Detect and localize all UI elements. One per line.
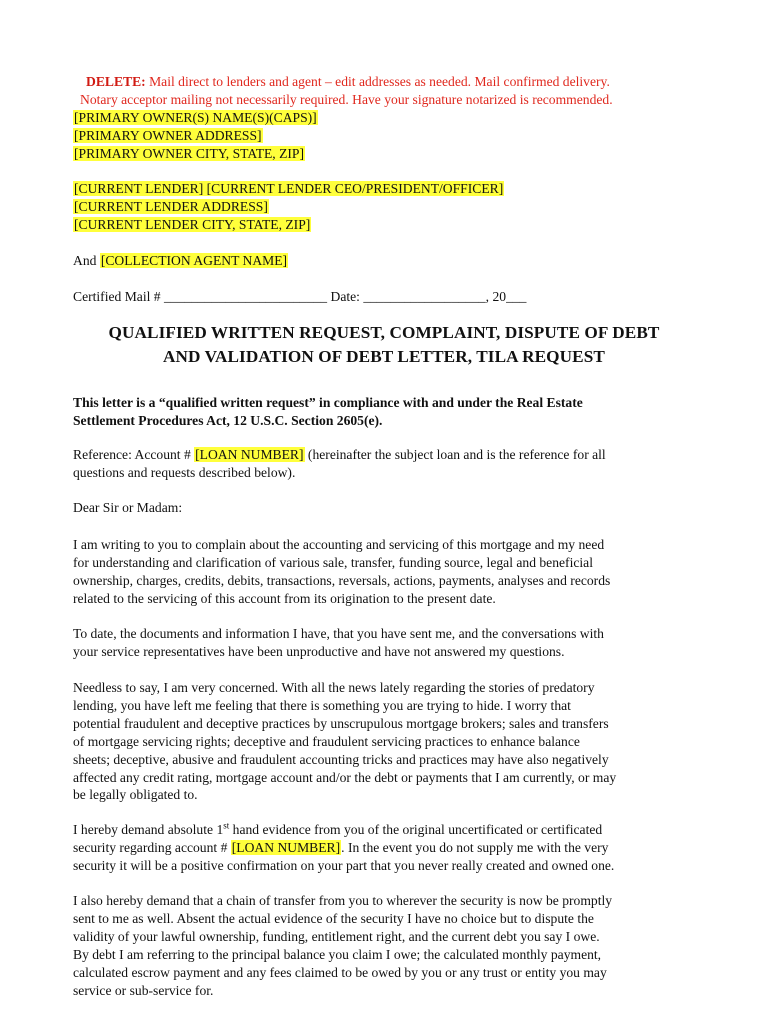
intro-line2: Settlement Procedures Act, 12 U.S.C. Section 2605(e). [73,413,383,428]
agent-name: [COLLECTION AGENT NAME] [100,253,288,268]
letter-title-line1: QUALIFIED WRITTEN REQUEST, COMPLAINT, DISPUTE OF DEBT [108,323,660,342]
reference-line2: questions and requests described below). [73,465,296,480]
owner-name: [PRIMARY OWNER(S) NAME(S)(CAPS)] [74,110,317,125]
letter-title-line2: AND VALIDATION OF DEBT LETTER, TILA REQUEST [163,347,605,366]
delete-note-line1: DELETE: Mail direct to lenders and agent – edit addresses as needed. Mail confirmed delivery. [86,74,610,89]
owner-address: [PRIMARY OWNER ADDRESS] [74,128,262,143]
loan-number-1: [LOAN NUMBER] [195,447,304,462]
intro-line1: This letter is a “qualified written request” in compliance with and under the Real Estate [73,395,583,410]
reference-line1: Reference: Account # [LOAN NUMBER] (hereinafter the subject loan and is the reference for all [73,447,606,462]
paragraph-3: Needless to say, I am very concerned. With all the news lately regarding the stories of predatory lending, you have left me feeling that there is something you are trying to hide. I worry that potential fraudulent and deceptive practices by unscrupulous mortgage brokers; sales and transfers of mortgage servicing rights; deceptive and fraudulent servicing practices to enhance balance sheets; deceptive, abusive and fraudulent accounting tricks and practices may have also negatively affected any credit rating, mortgage account and/or the debt or payments that I am currently, or may be legally obligated to. [73,680,617,803]
lender-name: [CURRENT LENDER] [CURRENT LENDER CEO/PRESIDENT/OFFICER] [74,181,504,196]
delete-note-line2: Notary acceptor mailing not necessarily required. Have your signature notarized is recommended. [80,92,613,107]
paragraph-4: I hereby demand absolute 1st hand evidence from you of the original uncertificated or certificated security regarding account # [LOAN NUMBER]. In the event you do not supply me with the very security it will be a positive confirmation on your part that you never really created and owned one. [73,820,615,873]
certified-mail-line: Certified Mail # ________________________ Date: __________________, 20___ [73,289,527,304]
paragraph-1: I am writing to you to complain about the accounting and servicing of this mortgage and my need for understanding and clarification of various sale, transfer, funding source, legal and beneficial ownership, charges, credits, debits, transactions, reversals, actions, payments, analyses and records related to the servicing of this account from its origination to the present date. [73,537,611,606]
paragraph-2: To date, the documents and information I have, that you have sent me, and the conversations with your service representatives have been unproductive and have not answered my questions. [73,626,604,659]
lender-city: [CURRENT LENDER CITY, STATE, ZIP] [74,217,311,232]
owner-city: [PRIMARY OWNER CITY, STATE, ZIP] [74,146,305,161]
agent-line: And [COLLECTION AGENT NAME] [73,253,288,268]
delete-label: DELETE: [86,74,146,89]
paragraph-5: I also hereby demand that a chain of transfer from you to wherever the security is now be promptly sent to me as well. Absent the actual evidence of the security I have no choice but to dispute the validity of your lawful ownership, funding, entitlement right, and the current debt you say I owe. By debt I am referring to the principal balance you claim I owe; the calculated monthly payment, calculated escrow payment and any fees claimed to be owed by you or any trust or entity you may service or sub-service for. [73,893,613,998]
lender-address: [CURRENT LENDER ADDRESS] [74,199,268,214]
salutation: Dear Sir or Madam: [73,500,183,515]
loan-number-2: [LOAN NUMBER] [231,839,341,855]
